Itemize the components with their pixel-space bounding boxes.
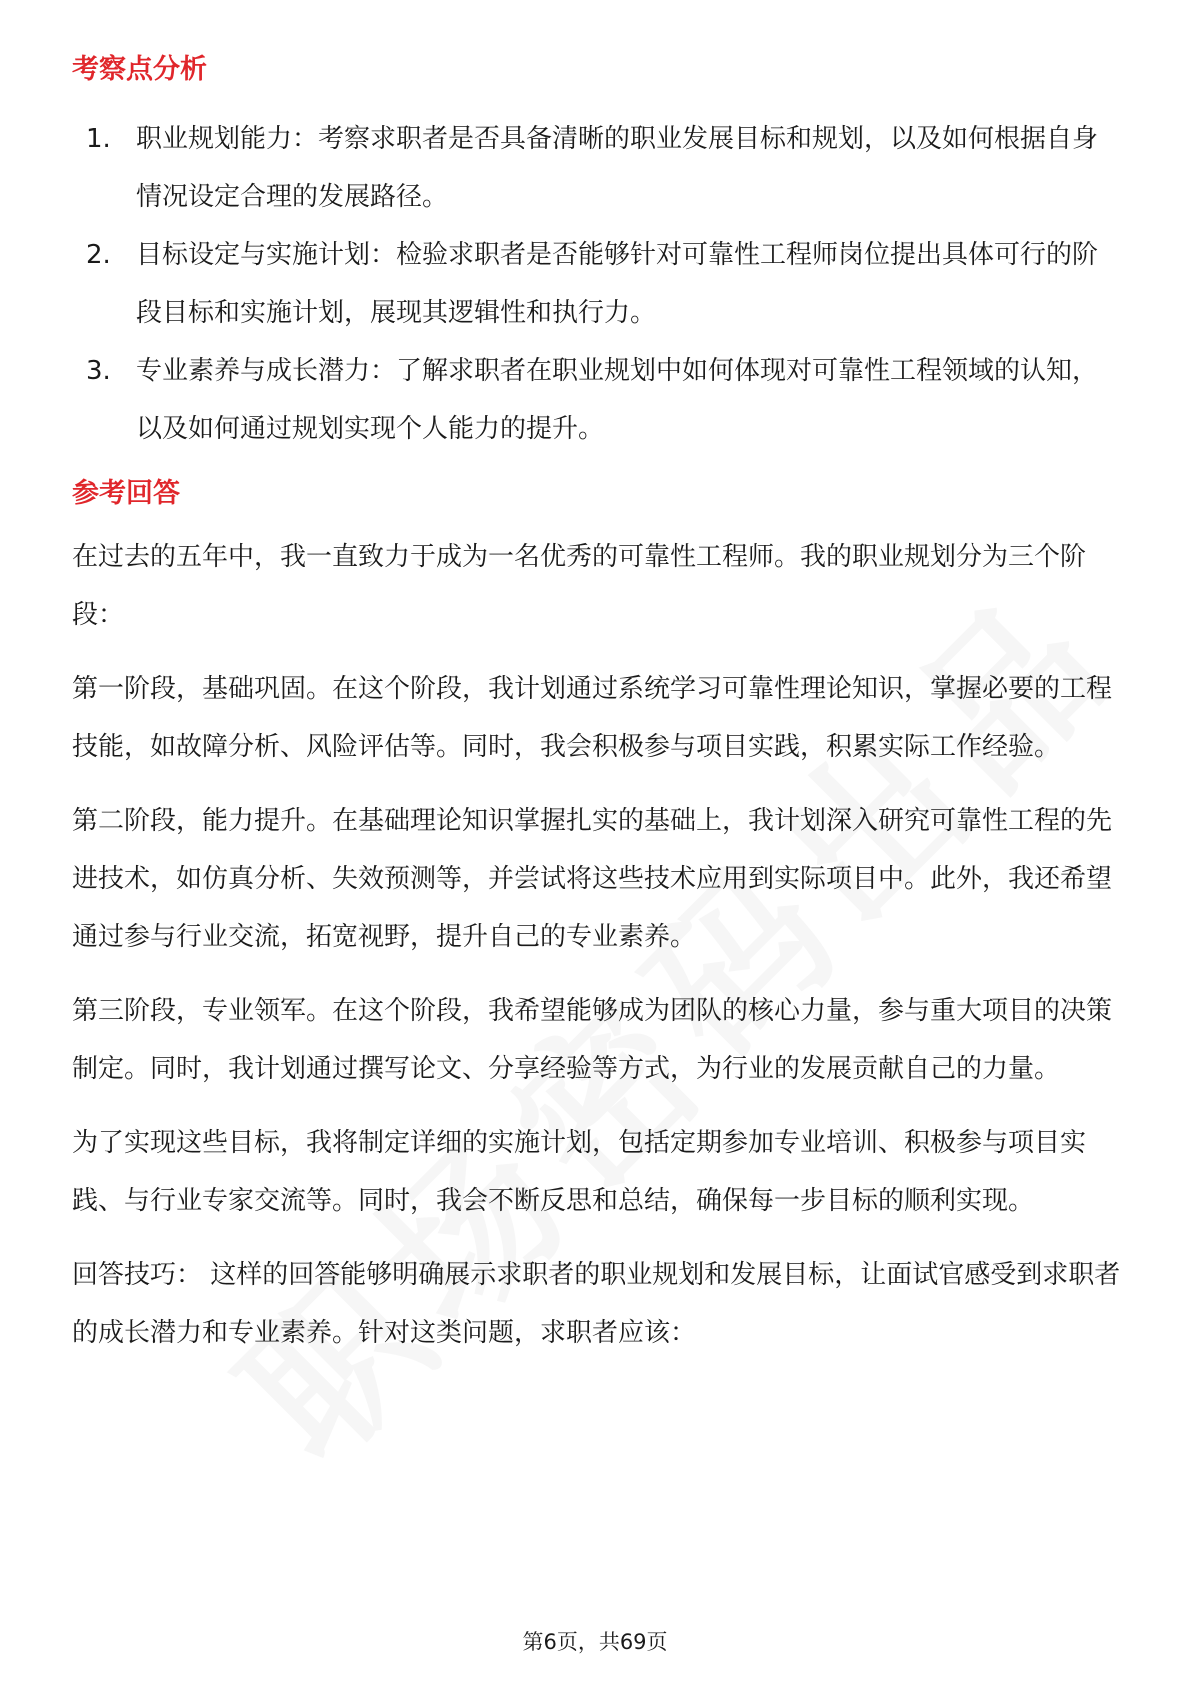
analysis-points-list: [72, 110, 1122, 458]
section-title-reference-answer: 参考回答: [72, 478, 180, 509]
answer-paragraph: 第三阶段，专业领军。在这个阶段，我希望能够成为团队的核心力量，参与重大项目的决策制定。同时，我计划通过撰写论文、分享经验等方式，为行业的发展贡献自己的力量。: [72, 996, 1113, 1084]
list-item: [72, 110, 1122, 226]
page-number: 第6页，共69页: [522, 1630, 668, 1654]
list-item-text: 目标设定与实施计划：检验求职者是否能够针对可靠性工程师岗位提出具体可行的阶段目标和实施计划，展现其逻辑性和执行力。: [136, 240, 1099, 328]
list-item: [72, 226, 1122, 342]
answer-paragraph: 第一阶段，基础巩固。在这个阶段，我计划通过系统学习可靠性理论知识，掌握必要的工程技能，如故障分析、风险评估等。同时，我会积极参与项目实践，积累实际工作经验。: [72, 674, 1113, 762]
document-content: [72, 40, 1122, 1362]
list-item-text: 专业素养与成长潜力：了解求职者在职业规划中如何体现对可靠性工程领域的认知，以及如何通过规划实现个人能力的提升。: [136, 356, 1099, 444]
answer-tips-paragraph: 回答技巧： 这样的回答能够明确展示求职者的职业规划和发展目标，让面试官感受到求职者的成长潜力和专业素养。针对这类问题，求职者应该：: [72, 1260, 1121, 1348]
answer-paragraph: 第二阶段，能力提升。在基础理论知识掌握扎实的基础上，我计划深入研究可靠性工程的先进技术，如仿真分析、失效预测等，并尝试将这些技术应用到实际项目中。此外，我还希望通过参与行业交流，拓宽视野，提升自己的专业素养。: [72, 806, 1113, 952]
answer-paragraph: 为了实现这些目标，我将制定详细的实施计划，包括定期参加专业培训、积极参与项目实践、与行业专家交流等。同时，我会不断反思和总结，确保每一步目标的顺利实现。: [72, 1128, 1087, 1216]
section-title-analysis: 考察点分析: [72, 54, 207, 85]
list-item-text: 职业规划能力：考察求职者是否具备清晰的职业发展目标和规划，以及如何根据自身情况设定合理的发展路径。: [136, 124, 1099, 212]
list-item-number: 1.: [86, 124, 111, 154]
answer-paragraph: 在过去的五年中，我一直致力于成为一名优秀的可靠性工程师。我的职业规划分为三个阶段：: [72, 542, 1087, 630]
list-item-number: 2.: [86, 240, 111, 270]
list-item-number: 3.: [86, 356, 111, 386]
list-item: [72, 342, 1122, 458]
